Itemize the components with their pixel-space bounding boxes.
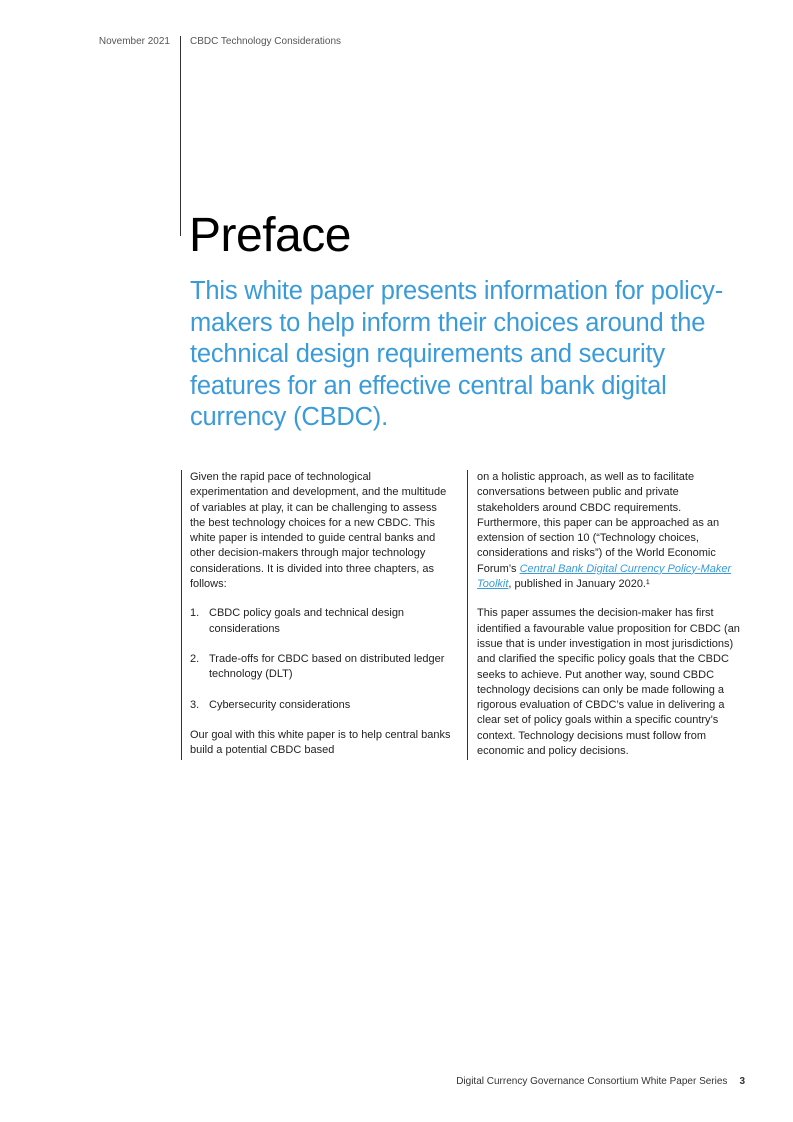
- left-column-rule: [181, 470, 182, 760]
- right-column-rule: [467, 470, 468, 760]
- continuation-paragraph: [477, 470, 743, 592]
- list-number: 1.: [190, 607, 200, 620]
- text-after-link: , published in January 2020.¹: [508, 578, 650, 591]
- page-number: 3: [739, 1076, 745, 1087]
- goal-paragraph: Our goal with this white paper is to help central banks build a potential CBDC based: [190, 728, 451, 757]
- header-title: CBDC Technology Considerations: [190, 36, 342, 47]
- right-column: [477, 470, 743, 773]
- list-text: Cybersecurity considerations: [209, 698, 351, 711]
- list-text: Trade-offs for CBDC based on distributed ledger technology (DLT): [209, 652, 445, 681]
- list-number: 3.: [190, 698, 200, 711]
- list-item: [190, 652, 452, 683]
- assumption-paragraph: This paper assumes the decision-maker has first identified a favourable value proposition for CBDC (an issue that is under investigation in most jurisdictions) and clarified the specific policy goals that the CBDC seeks to achieve. Put another way, sound CBDC technology decisions can only be made following a rigorous evaluation of CBDC’s value in delivering a clear set of policy goals within a specific country’s context. Technology decisions must follow from economic and policy decisions.: [477, 607, 740, 758]
- lead-paragraph: This white paper presents information for policy-makers to help inform their choices around the technical design requirements and security features for an effective central bank digital currency (CBDC).: [190, 277, 724, 431]
- list-number: 2.: [190, 652, 200, 665]
- toolkit-link[interactable]: Central Bank Digital Currency Policy-Maker Toolkit: [477, 562, 732, 591]
- header-date: November 2021: [98, 36, 170, 47]
- list-text: CBDC policy goals and technical design considerations: [209, 607, 405, 635]
- list-item: [190, 606, 452, 637]
- text-before-link: on a holistic approach, as well as to facilitate conversations between public and private stakeholders around CBDC requirements. Furthermore, this paper can be approached as an extension of section 10 (“Technology choices, considerations and risks”) of the World Economic Forum’s: [477, 471, 720, 575]
- header-divider: [180, 36, 181, 236]
- left-column: [190, 470, 452, 772]
- chapter-list: [190, 606, 452, 712]
- list-item: [190, 698, 452, 713]
- running-header: [0, 36, 793, 50]
- page-footer: [456, 1076, 745, 1087]
- page-title: Preface: [189, 209, 351, 262]
- footer-series: Digital Currency Governance Consortium White Paper Series: [456, 1076, 728, 1087]
- intro-paragraph: Given the rapid pace of technological experimentation and development, and the multitude of variables at play, it can be challenging to assess the best technology choices for a new CBDC. This white paper is intended to guide central banks and other decision-makers through major technology considerations. It is divided into three chapters, as follows:: [190, 471, 447, 591]
